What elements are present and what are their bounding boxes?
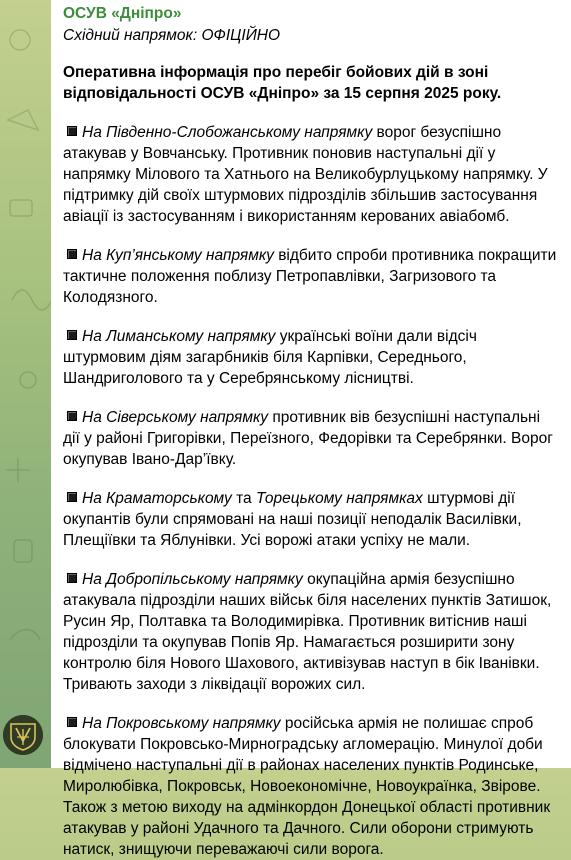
paragraph-kramatorsk-toretsk	[63, 488, 557, 551]
channel-name-link[interactable]: ОСУВ «Дніпро»	[63, 5, 182, 22]
direction-label: Торецькому напрямках	[255, 490, 423, 507]
direction-label: На Покровському напрямку	[82, 715, 281, 732]
paragraph-text: штурмові дії окупантів були спрямовані на наші позиції неподалік Василівки, Плещіївки та Яблунівки. Усі ворожі атаки успіху не мали.	[63, 490, 522, 549]
direction-label: На Краматорському	[82, 490, 232, 507]
message-bubble	[51, 0, 571, 858]
paragraph-kupiansk	[63, 245, 557, 308]
direction-label: На Лиманському напрямку	[82, 328, 276, 345]
report-headline: Оперативна інформація про перебіг бойових дій в зоні відповідальності ОСУВ «Дніпро» за 15 серпня 2025 року.	[63, 64, 502, 102]
black-square-icon	[67, 573, 77, 583]
paragraph-text: противник вів безуспішні наступальні дії у районі Григорівки, Переїзного, Федорівки та Серебрянки. Ворог окупував Івано-Дар’ївку.	[63, 409, 553, 468]
paragraph-text: українські воїни дали відсіч штурмовим діям загарбників біля Карпівки, Середнього, Шандриголового та у Серебрянському лісництві.	[63, 328, 477, 387]
emblem-icon	[3, 715, 43, 755]
direction-label: На Куп’янському напрямку	[82, 247, 274, 264]
black-square-icon	[67, 126, 77, 136]
paragraph-siversk	[63, 407, 557, 470]
direction-label: На Добропільському напрямку	[82, 571, 303, 588]
paragraph-text: російська армія не полишає спроб блокувати Покровсько-Мирноградську агломерацію. Минулої доби відмічено наступальні дії в районах населених пунктів Родинське, Миролюбівка, Покровськ, Новоекономічне, Новоукраїнка, Звірове. Також з метою виходу на адмінкордон Донецької області противник атакував у районі Удачного та Дачного. Сили оборони стримують натиск, знищуючи переважаючі сили ворога.	[63, 715, 551, 858]
black-square-icon	[67, 492, 77, 502]
paragraph-text: окупаційна армія безуспішно атакувала підрозділи наших військ біля населених пунктів Затишок, Русин Яр, Полтавка та Володимирівка. Противник витіснив наші підрозділи та окупував Попів Яр. Намагається розширити зону контролю біля Нового Шахового, активізував наступ в бік Іванівки. Тривають заходи з ліквідації ворожих сил.	[63, 571, 552, 693]
black-square-icon	[67, 330, 77, 340]
paragraph-text: ворог безуспішно атакував у Вовчанську. Противник поновив наступальні дії у напрямку Мілового та Хатнього на Великобурлуцькому напрямку. У підтримку дій своїх штурмових підрозділів збільшив застосування авіації із застосуванням і використанням керованих авіабомб.	[63, 124, 548, 225]
paragraph-text: відбито спроби противника покращити тактичне положення поблизу Петропавлівки, Загризового та Колодязного.	[63, 247, 557, 306]
paragraph-connector: та	[231, 490, 256, 507]
paragraph-pokrovsk	[63, 713, 557, 860]
black-square-icon	[67, 249, 77, 259]
black-square-icon	[67, 717, 77, 727]
paragraph-south-slobozhansky	[63, 122, 557, 227]
paragraph-dobropillia	[63, 569, 557, 695]
paragraph-lyman	[63, 326, 557, 389]
direction-label: На Сіверському напрямку	[82, 409, 269, 426]
channel-subtitle: Східний напрямок: ОФІЦІЙНО	[63, 27, 281, 44]
black-square-icon	[67, 411, 77, 421]
direction-label: На Південно-Слобожанському напрямку	[82, 124, 373, 141]
channel-avatar[interactable]	[3, 715, 43, 755]
